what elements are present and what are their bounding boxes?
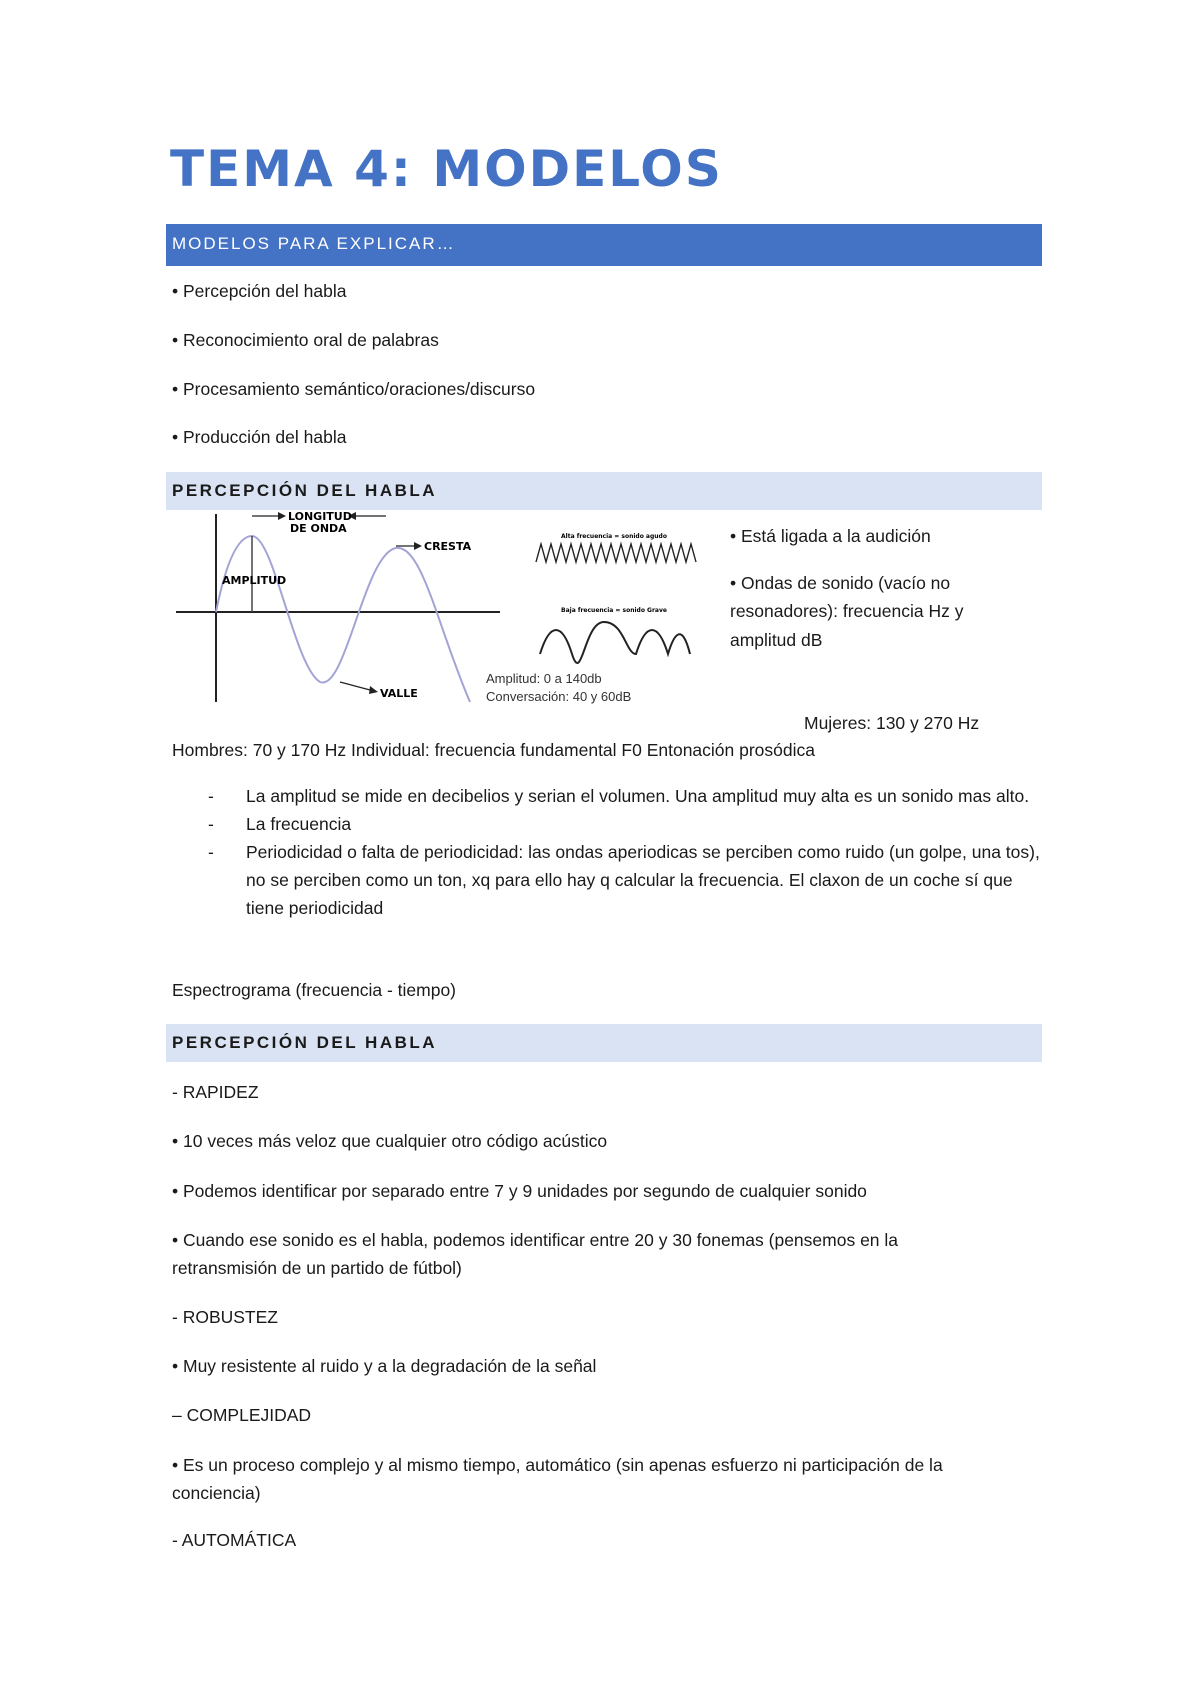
section-heading-percepcion-2: PERCEPCIÓN DEL HABLA	[166, 1024, 1042, 1062]
caption-conversation-range: Conversación: 40 y 60dB	[486, 689, 632, 704]
label-wavelength-2: DE ONDA	[290, 522, 347, 535]
side-bullet-list	[730, 522, 1010, 672]
sound-wave-diagram	[170, 508, 510, 708]
list-item: • Está ligada a la audición	[730, 526, 931, 546]
section-heading-percepcion: PERCEPCIÓN DEL HABLA	[166, 472, 1042, 510]
list-item	[200, 838, 1040, 922]
label-crest: CRESTA	[424, 540, 472, 553]
list-item-text: La frecuencia	[246, 814, 352, 834]
caption-amplitude-range: Amplitud: 0 a 140db	[486, 671, 602, 686]
list-item: • Percepción del habla	[172, 281, 347, 301]
women-frequency: Mujeres: 130 y 270 Hz	[804, 713, 980, 733]
list-item: • Ondas de sonido (vacío no resonadores): frecuencia Hz y amplitud dB	[730, 572, 964, 650]
page-title: TEMA 4: MODELOS	[170, 140, 723, 198]
label-amplitude: AMPLITUD	[222, 574, 287, 587]
dash-marker: -	[208, 814, 214, 834]
list-item: • Cuando ese sonido es el habla, podemos identificar entre 20 y 30 fonemas (pensemos en la retransmisión de un partido de fútbol)	[172, 1230, 899, 1278]
subheading-robustez: - ROBUSTEZ	[172, 1307, 278, 1327]
list-item: • Muy resistente al ruido y a la degradación de la señal	[172, 1356, 597, 1376]
list-item-text: La amplitud se mide en decibelios y serian el volumen. Una amplitud muy alta es un sonido mas alto.	[246, 786, 1030, 806]
list-item-text: Periodicidad o falta de periodicidad: las ondas aperiodicas se perciben como ruido (un golpe, una tos), no se perciben como un ton, xq para ello hay q calcular la frecuencia. El claxon de un coche sí que tiene periodicidad	[246, 842, 1040, 918]
men-frequency: Hombres: 70 y 170 Hz Individual: frecuencia fundamental F0 Entonación prosódica	[172, 740, 816, 760]
spectrogram-text: Espectrograma (frecuencia - tiempo)	[172, 980, 456, 1000]
figure-caption	[486, 670, 631, 706]
list-item: • Es un proceso complejo y al mismo tiempo, automático (sin apenas esfuerzo ni participación de la conciencia)	[172, 1455, 943, 1503]
list-item: • Podemos identificar por separado entre 7 y 9 unidades por segundo de cualquier sonido	[172, 1181, 867, 1201]
list-item: • 10 veces más veloz que cualquier otro código acústico	[172, 1131, 608, 1151]
label-low-frequency: Baja frecuencia = sonido Grave	[561, 607, 667, 614]
list-item	[200, 810, 1040, 838]
subheading-complejidad: – COMPLEJIDAD	[172, 1405, 312, 1425]
list-item: • Procesamiento semántico/oraciones/discurso	[172, 379, 536, 399]
dash-marker: -	[208, 842, 214, 862]
dash-marker: -	[208, 786, 214, 806]
list-item: • Producción del habla	[172, 427, 347, 447]
dash-list	[200, 782, 1040, 922]
label-high-frequency: Alta frecuencia = sonido agudo	[561, 533, 667, 540]
frequency-comparison-diagram	[526, 526, 702, 666]
section-heading-modelos: MODELOS PARA EXPLICAR…	[166, 224, 1042, 266]
label-trough: VALLE	[380, 687, 418, 700]
label-wavelength: LONGITUD	[288, 510, 352, 523]
subheading-rapidez: - RAPIDEZ	[172, 1082, 259, 1102]
list-item: • Reconocimiento oral de palabras	[172, 330, 439, 350]
subheading-automatica: - AUTOMÁTICA	[172, 1530, 297, 1550]
list-item	[200, 782, 1040, 810]
